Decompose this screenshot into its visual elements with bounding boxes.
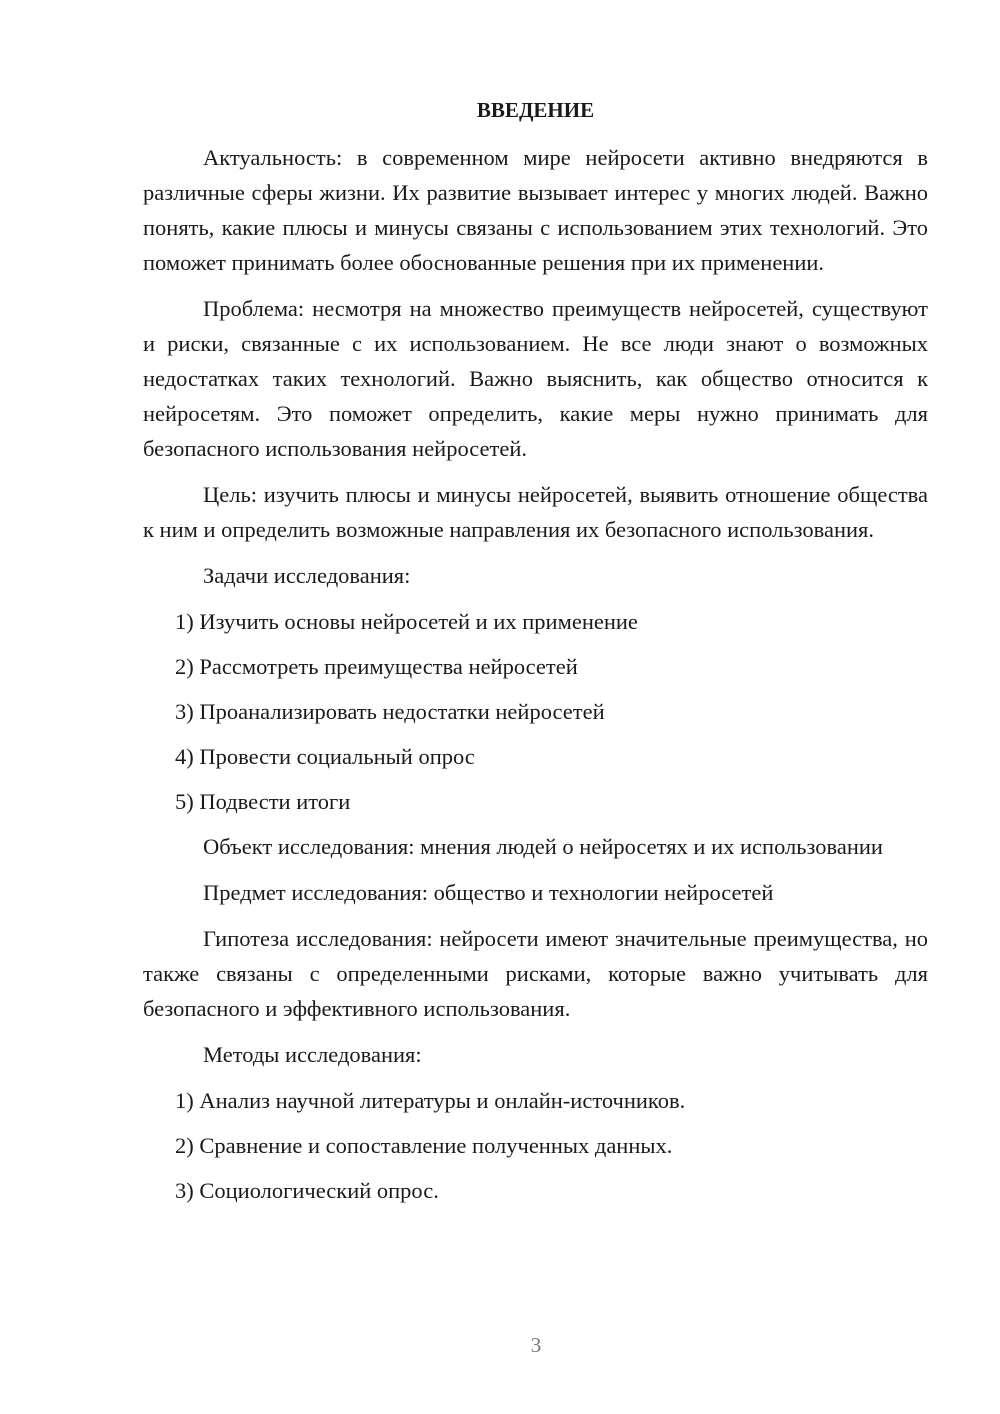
method-item: 2) Сравнение и сопоставление полученных данных. bbox=[175, 1133, 673, 1158]
task-item: 4) Провести социальный опрос bbox=[175, 744, 475, 769]
problem-paragraph: Проблема: несмотря на множество преимуществ нейросетей, существуют и риски, связанные с их использованием. Не все люди знают о возможных недостатках таких технологий. Важно выяснить, как общество относится к нейросетям. Это поможет определить, какие меры нужно принимать для безопасного использования нейросетей. bbox=[143, 296, 928, 461]
object-paragraph: Объект исследования: мнения людей о нейросетях и их использовании bbox=[203, 834, 883, 859]
task-item: 2) Рассмотреть преимущества нейросетей bbox=[175, 654, 578, 679]
subject-paragraph: Предмет исследования: общество и технологии нейросетей bbox=[203, 880, 774, 905]
method-item: 1) Анализ научной литературы и онлайн-источников. bbox=[175, 1088, 686, 1113]
methods-heading: Методы исследования: bbox=[203, 1042, 422, 1067]
hypothesis-paragraph: Гипотеза исследования: нейросети имеют значительные преимущества, но также связаны с определенными рисками, которые важно учитывать для безопасного и эффективного использования. bbox=[143, 926, 928, 1021]
section-title: ВВЕДЕНИЕ bbox=[476, 98, 595, 122]
document-page bbox=[143, 92, 928, 1218]
method-item: 3) Социологический опрос. bbox=[175, 1178, 439, 1203]
task-item: 5) Подвести итоги bbox=[175, 789, 351, 814]
relevance-paragraph: Актуальность: в современном мире нейросети активно внедряются в различные сферы жизни. Их развитие вызывает интерес у многих людей. Важно понять, какие плюсы и минусы связаны с использованием этих технологий. Это поможет принимать более обоснованные решения при их применении. bbox=[143, 145, 928, 275]
task-item: 1) Изучить основы нейросетей и их применение bbox=[175, 609, 638, 634]
tasks-heading: Задачи исследования: bbox=[203, 563, 411, 588]
task-item: 3) Проанализировать недостатки нейросетей bbox=[175, 699, 605, 724]
goal-paragraph: Цель: изучить плюсы и минусы нейросетей, выявить отношение общества к ним и определить возможные направления их безопасного использования. bbox=[143, 482, 928, 542]
page-number: 3 bbox=[530, 1333, 542, 1357]
